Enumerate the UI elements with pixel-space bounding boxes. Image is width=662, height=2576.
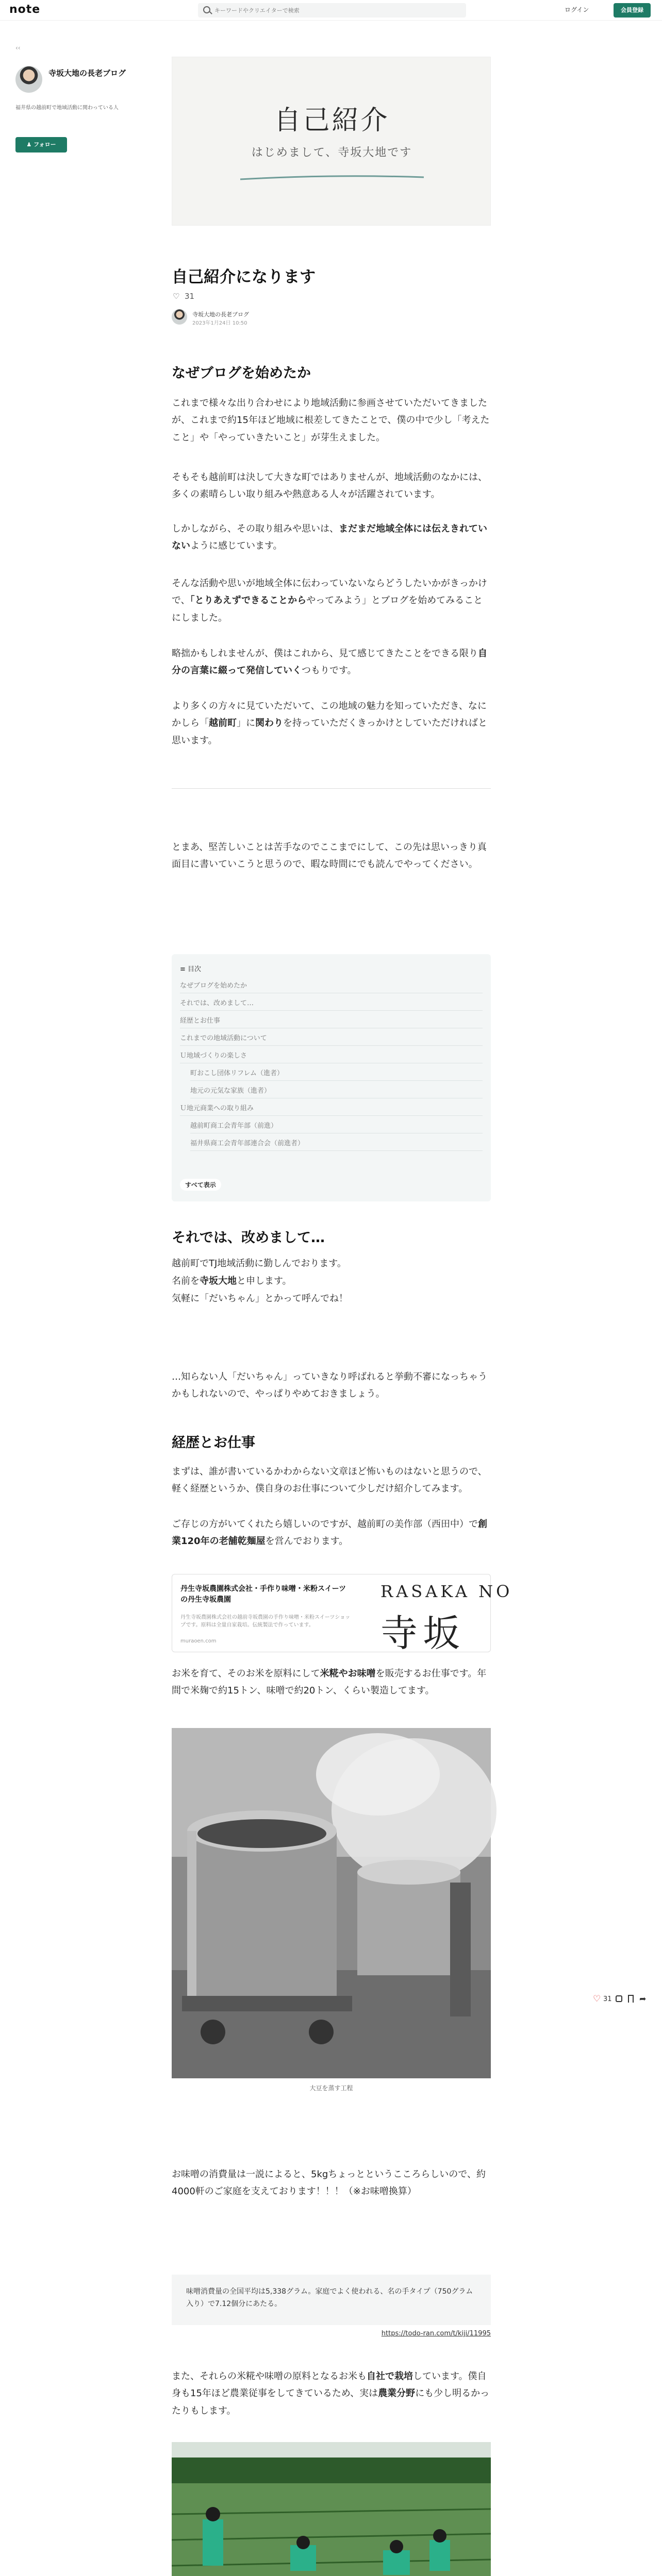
author-name[interactable]: 寺坂大地の長老ブログ bbox=[192, 311, 249, 318]
heading-why: なぜブログを始めたか bbox=[172, 365, 311, 381]
link-card-image-text: RASAKA NO bbox=[380, 1582, 513, 1601]
toc-item[interactable]: 地元の元気な家族（進者） bbox=[190, 1084, 483, 1098]
paragraph: とまあ、堅苦しいことは苦手なのでここまでにして、この先は思いっきり真面目に書いていこうと思うので、暇な時間にでも読んでやってください。 bbox=[172, 842, 487, 870]
link-card-title: 丹生寺坂農園株式会社・手作り味噌・米粉スイーツの丹生寺坂農園 bbox=[180, 1585, 346, 1604]
paragraph: 越前町でTJ地域活動に勤しんでおります。 bbox=[172, 1258, 346, 1269]
link-card[interactable] bbox=[172, 1574, 513, 1655]
toc-item[interactable]: これまでの地域活動について bbox=[180, 1031, 483, 1046]
divider bbox=[172, 788, 491, 789]
paragraph: …知らない人「だいちゃん」っていきなり呼ばれると挙動不審になっちゃうかもしれないので、やっぱりやめておきましょう。 bbox=[172, 1371, 487, 1400]
heart-icon[interactable]: ♡ bbox=[593, 1994, 601, 2004]
login-link[interactable]: ログイン bbox=[565, 6, 589, 13]
toc-item[interactable]: それでは、改めまして… bbox=[180, 996, 483, 1011]
like-count-value: 31 bbox=[185, 292, 195, 301]
photo-caption: 大豆を蒸す工程 bbox=[309, 2084, 353, 2092]
creator-bio: 福井県の越前町で地域活動に関わっている人 bbox=[15, 105, 119, 111]
blockquote bbox=[172, 2275, 491, 2325]
header-image bbox=[172, 57, 491, 226]
paragraph: お米を育て、そのお米を原料にして米糀やお味噌を販売するお仕事です。年間で米麹で約15トン、味噌で約20トン、くらい製造してます。 bbox=[172, 1668, 487, 1697]
hero-title: 自己紹介 bbox=[274, 105, 390, 136]
paragraph: また、それらの米糀や味噌の原料となるお米も自社で栽培しています。僕自身も15年ほど農業従事をしてきているため、実は農業分野にも少し明るかったりもします。 bbox=[172, 2371, 490, 2416]
photo-steaming-pots[interactable] bbox=[172, 1728, 491, 2078]
follow-user-icon: ♟ bbox=[26, 141, 34, 148]
photo-rice-planting-image bbox=[172, 2442, 491, 2576]
paragraph: まずは、誰が書いているかわからない文章ほど怖いものはないと思うので、軽く経歴というか、僕自身のお仕事について少しだけ紹介してみます。 bbox=[172, 1466, 487, 1495]
toc-item[interactable]: 経歴とお仕事 bbox=[180, 1014, 483, 1028]
article-title: 自己紹介になります bbox=[172, 268, 316, 286]
floating-action-bar bbox=[593, 1994, 650, 2006]
paragraph: しかしながら、その取り組みや思いは、まだまだ地域全体には伝えきれていないように感じています。 bbox=[172, 523, 487, 552]
bookmark-icon[interactable] bbox=[628, 1995, 634, 2003]
table-of-contents bbox=[172, 954, 491, 1201]
paragraph: 略拙かもしれませんが、僕はこれから、見て感じてきたことをできる限り自分の言葉に綴って発信していくつもりです。 bbox=[172, 648, 487, 676]
photo-steaming-pots-image bbox=[172, 1728, 491, 2078]
comment-icon[interactable] bbox=[616, 1995, 622, 2002]
toc-item[interactable]: Ｕ地元商業への取り組み bbox=[180, 1101, 483, 1116]
link-card-image-text: 寺坂 bbox=[380, 1612, 466, 1655]
author-avatar[interactable] bbox=[172, 309, 187, 325]
heart-outline-icon[interactable]: ♡ bbox=[173, 292, 180, 301]
search-icon bbox=[203, 6, 210, 13]
heading-career: 経歴とお仕事 bbox=[172, 1435, 255, 1451]
heading-intro: それでは、改めまして… bbox=[172, 1230, 325, 1246]
photo-rice-planting[interactable] bbox=[172, 2442, 491, 2576]
toc-item[interactable]: 越前町商工会青年部（前進） bbox=[190, 1119, 483, 1133]
share-icon[interactable]: ➦ bbox=[639, 1994, 647, 2004]
hero-brush-line bbox=[239, 173, 425, 181]
back-arrow-icon[interactable]: ‹‹ bbox=[15, 44, 21, 52]
paragraph: そもそも越前町は決して大きな町ではありませんが、地域活動のなかには、多くの素晴らしい取り組みや熱意ある人々が活躍されています。 bbox=[172, 472, 487, 500]
paragraph: より多くの方々に見ていただいて、この地域の魅力を知っていただき、なにかしら「越前町」に関わりを持っていただくきっかけとしていただければと思います。 bbox=[172, 701, 487, 746]
search-box[interactable] bbox=[198, 3, 466, 18]
top-bar bbox=[0, 0, 662, 21]
follow-label: フォロー bbox=[34, 141, 56, 148]
paragraph: そんな活動や思いが地域全体に伝わっていないならどうしたいかがきっかけで、「とりあえずできることからやってみよう」とブログを始めてみることにしました。 bbox=[172, 578, 487, 623]
search-input[interactable] bbox=[214, 5, 457, 15]
follow-button[interactable] bbox=[15, 137, 67, 152]
post-date: 2023年1月24日 10:50 bbox=[192, 320, 247, 326]
toc-item[interactable]: Ｕ地域づくりの楽しさ bbox=[180, 1049, 483, 1063]
link-card-description: 丹生寺坂農園株式会社の越前寺坂農園の手作り味噌・米粉スイーツショップです。原料は全量自家栽培。伝統製法で作っています。 bbox=[180, 1615, 351, 1628]
signup-button[interactable]: 会員登録 bbox=[614, 3, 651, 18]
paragraph: ご存じの方がいてくれたら嬉しいのですが、越前町の美作部（西田中）で創業120年の老舗乾麺屋を営んでおります。 bbox=[172, 1519, 487, 1547]
toc-item[interactable]: 町おこし団体リフレム（進者） bbox=[190, 1066, 483, 1081]
link-card-url: muraoen.com bbox=[180, 1638, 217, 1644]
quote-source-link[interactable]: https://todo-ran.com/t/kiji/11995 bbox=[381, 2330, 491, 2337]
paragraph: 名前を寺坂大地と申します。 bbox=[172, 1276, 292, 1286]
toc-heading[interactable]: ≡ 目次 bbox=[180, 965, 202, 973]
toc-item[interactable]: 福井県商工会青年部連合会（前進者） bbox=[190, 1137, 483, 1151]
list-icon: ≡ bbox=[180, 965, 188, 973]
note-logo[interactable]: note bbox=[9, 3, 41, 16]
quote-text: 味噌消費量の全国平均は5,338グラム。家庭でよく使われる、名の手タイプ（750グラム入り）で7.12個分にあたる。 bbox=[186, 2287, 473, 2308]
toc-show-all-button[interactable]: すべて表示 bbox=[180, 1179, 221, 1191]
paragraph: これまで様々な出り合わせにより地域活動に参画させていただいてきましたが、これまで約15年ほど地域に根差してきたことで、僕の中で少し「考えたこと」や「やっていきたいこと」が芽生えました。 bbox=[172, 398, 490, 443]
creator-avatar[interactable] bbox=[15, 66, 42, 93]
paragraph: お味噌の消費量は一説によると、5kgちょっとというこころらしいので、約4000軒のご家庭を支えております！！！（※お味噌換算） bbox=[172, 2169, 486, 2197]
paragraph: 気軽に「だいちゃん」とかって呼んでね！ bbox=[172, 1293, 348, 1304]
toc-item[interactable]: なぜブログを始めたか bbox=[180, 979, 483, 993]
like-count-value: 31 bbox=[603, 1995, 612, 2003]
creator-name[interactable]: 寺坂大地の長老ブログ bbox=[48, 69, 126, 78]
like-count[interactable] bbox=[173, 292, 194, 301]
hero-subtitle: はじめまして、寺坂大地です bbox=[251, 146, 412, 159]
